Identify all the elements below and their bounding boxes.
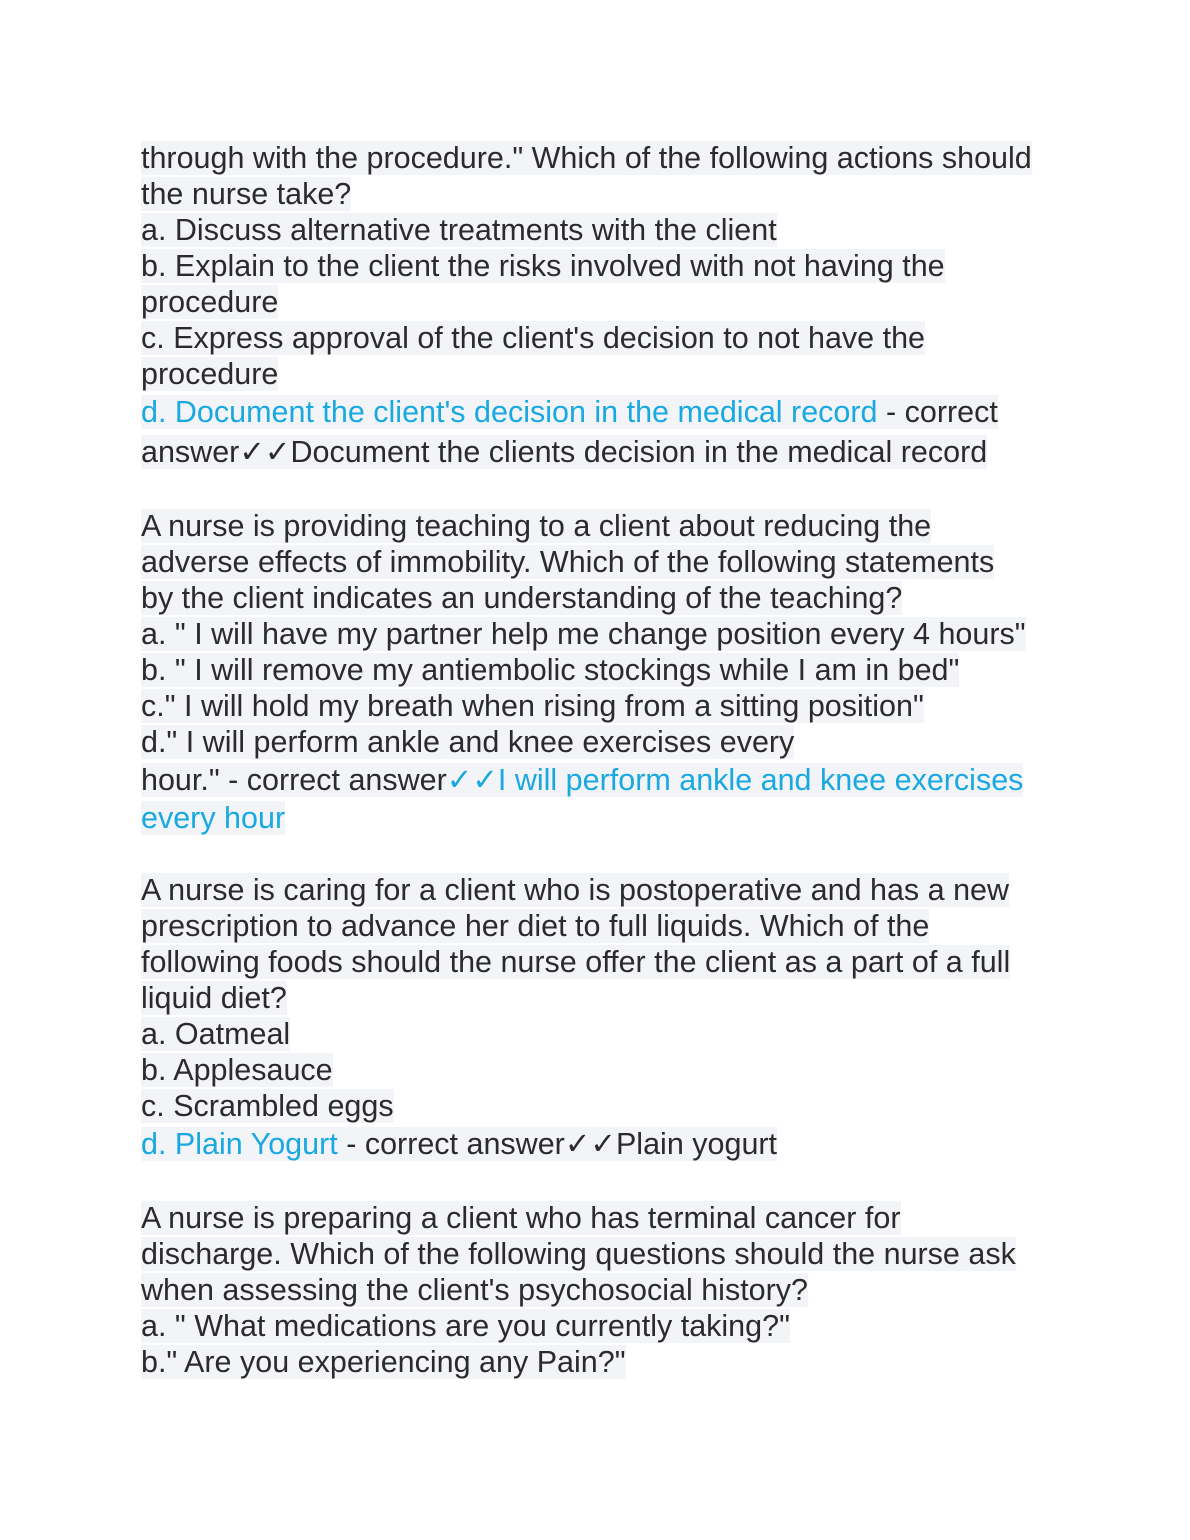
question-4 <box>141 1200 1061 1380</box>
option-c-continued: procedure <box>141 357 279 391</box>
option-d: d." I will perform ankle and knee exercises every <box>141 725 795 759</box>
option-a: a. Discuss alternative treatments with the client <box>141 213 777 247</box>
question-stem-line: A nurse is preparing a client who has terminal cancer for <box>141 1201 901 1235</box>
question-stem-line: liquid diet? <box>141 981 287 1015</box>
document-page <box>141 140 1061 1380</box>
option-c: c." I will hold my breath when rising from a sitting position" <box>141 689 924 723</box>
option-c: c. Express approval of the client's decision to not have the <box>141 321 926 355</box>
answer-prefix: - correct <box>877 395 998 429</box>
answer-text-continued: every hour <box>141 801 286 835</box>
checkmark-icon: ✓✓ <box>564 1127 616 1161</box>
question-stem-line: the nurse take? <box>141 177 352 211</box>
option-a: a. " What medications are you currently taking?" <box>141 1309 790 1343</box>
option-b: b." Are you experiencing any Pain?" <box>141 1345 626 1379</box>
question-3 <box>141 872 1061 1164</box>
checkmark-icon: ✓✓ <box>239 435 291 469</box>
question-stem-line: A nurse is providing teaching to a client about reducing the <box>141 509 932 543</box>
option-c: c. Scrambled eggs <box>141 1089 394 1123</box>
question-stem-line: A nurse is caring for a client who is postoperative and has a new <box>141 873 1010 907</box>
checkmark-icon: ✓✓ <box>446 763 498 797</box>
question-stem-line: through with the procedure." Which of the following actions should <box>141 141 1032 175</box>
option-b: b. Applesauce <box>141 1053 333 1087</box>
question-stem-line: following foods should the nurse offer the client as a part of a full <box>141 945 1011 979</box>
answer-prefix: - correct answer <box>337 1127 565 1161</box>
option-b: b. " I will remove my antiembolic stockings while I am in bed" <box>141 653 960 687</box>
question-1 <box>141 140 1061 472</box>
option-a: a. Oatmeal <box>141 1017 291 1051</box>
question-stem-line: when assessing the client's psychosocial history? <box>141 1273 808 1307</box>
option-d-continued: hour." - correct answer <box>141 763 447 797</box>
question-2 <box>141 508 1061 836</box>
answer-text: Document the clients decision in the medical record <box>290 435 988 469</box>
question-stem-line: adverse effects of immobility. Which of the following statements <box>141 545 995 579</box>
answer-text: Plain yogurt <box>615 1127 778 1161</box>
question-stem-line: prescription to advance her diet to full liquids. Which of the <box>141 909 930 943</box>
option-b: b. Explain to the client the risks involved with not having the <box>141 249 945 283</box>
option-b-continued: procedure <box>141 285 279 319</box>
question-stem-line: by the client indicates an understanding of the teaching? <box>141 581 903 615</box>
question-stem-line: discharge. Which of the following questions should the nurse ask <box>141 1237 1016 1271</box>
option-a: a. " I will have my partner help me change position every 4 hours" <box>141 617 1026 651</box>
correct-option-d: d. Plain Yogurt <box>141 1127 338 1161</box>
correct-option-d: d. Document the client's decision in the medical record <box>141 395 878 429</box>
answer-text: I will perform ankle and knee exercises <box>497 763 1024 797</box>
answer-label: answer <box>141 435 240 469</box>
